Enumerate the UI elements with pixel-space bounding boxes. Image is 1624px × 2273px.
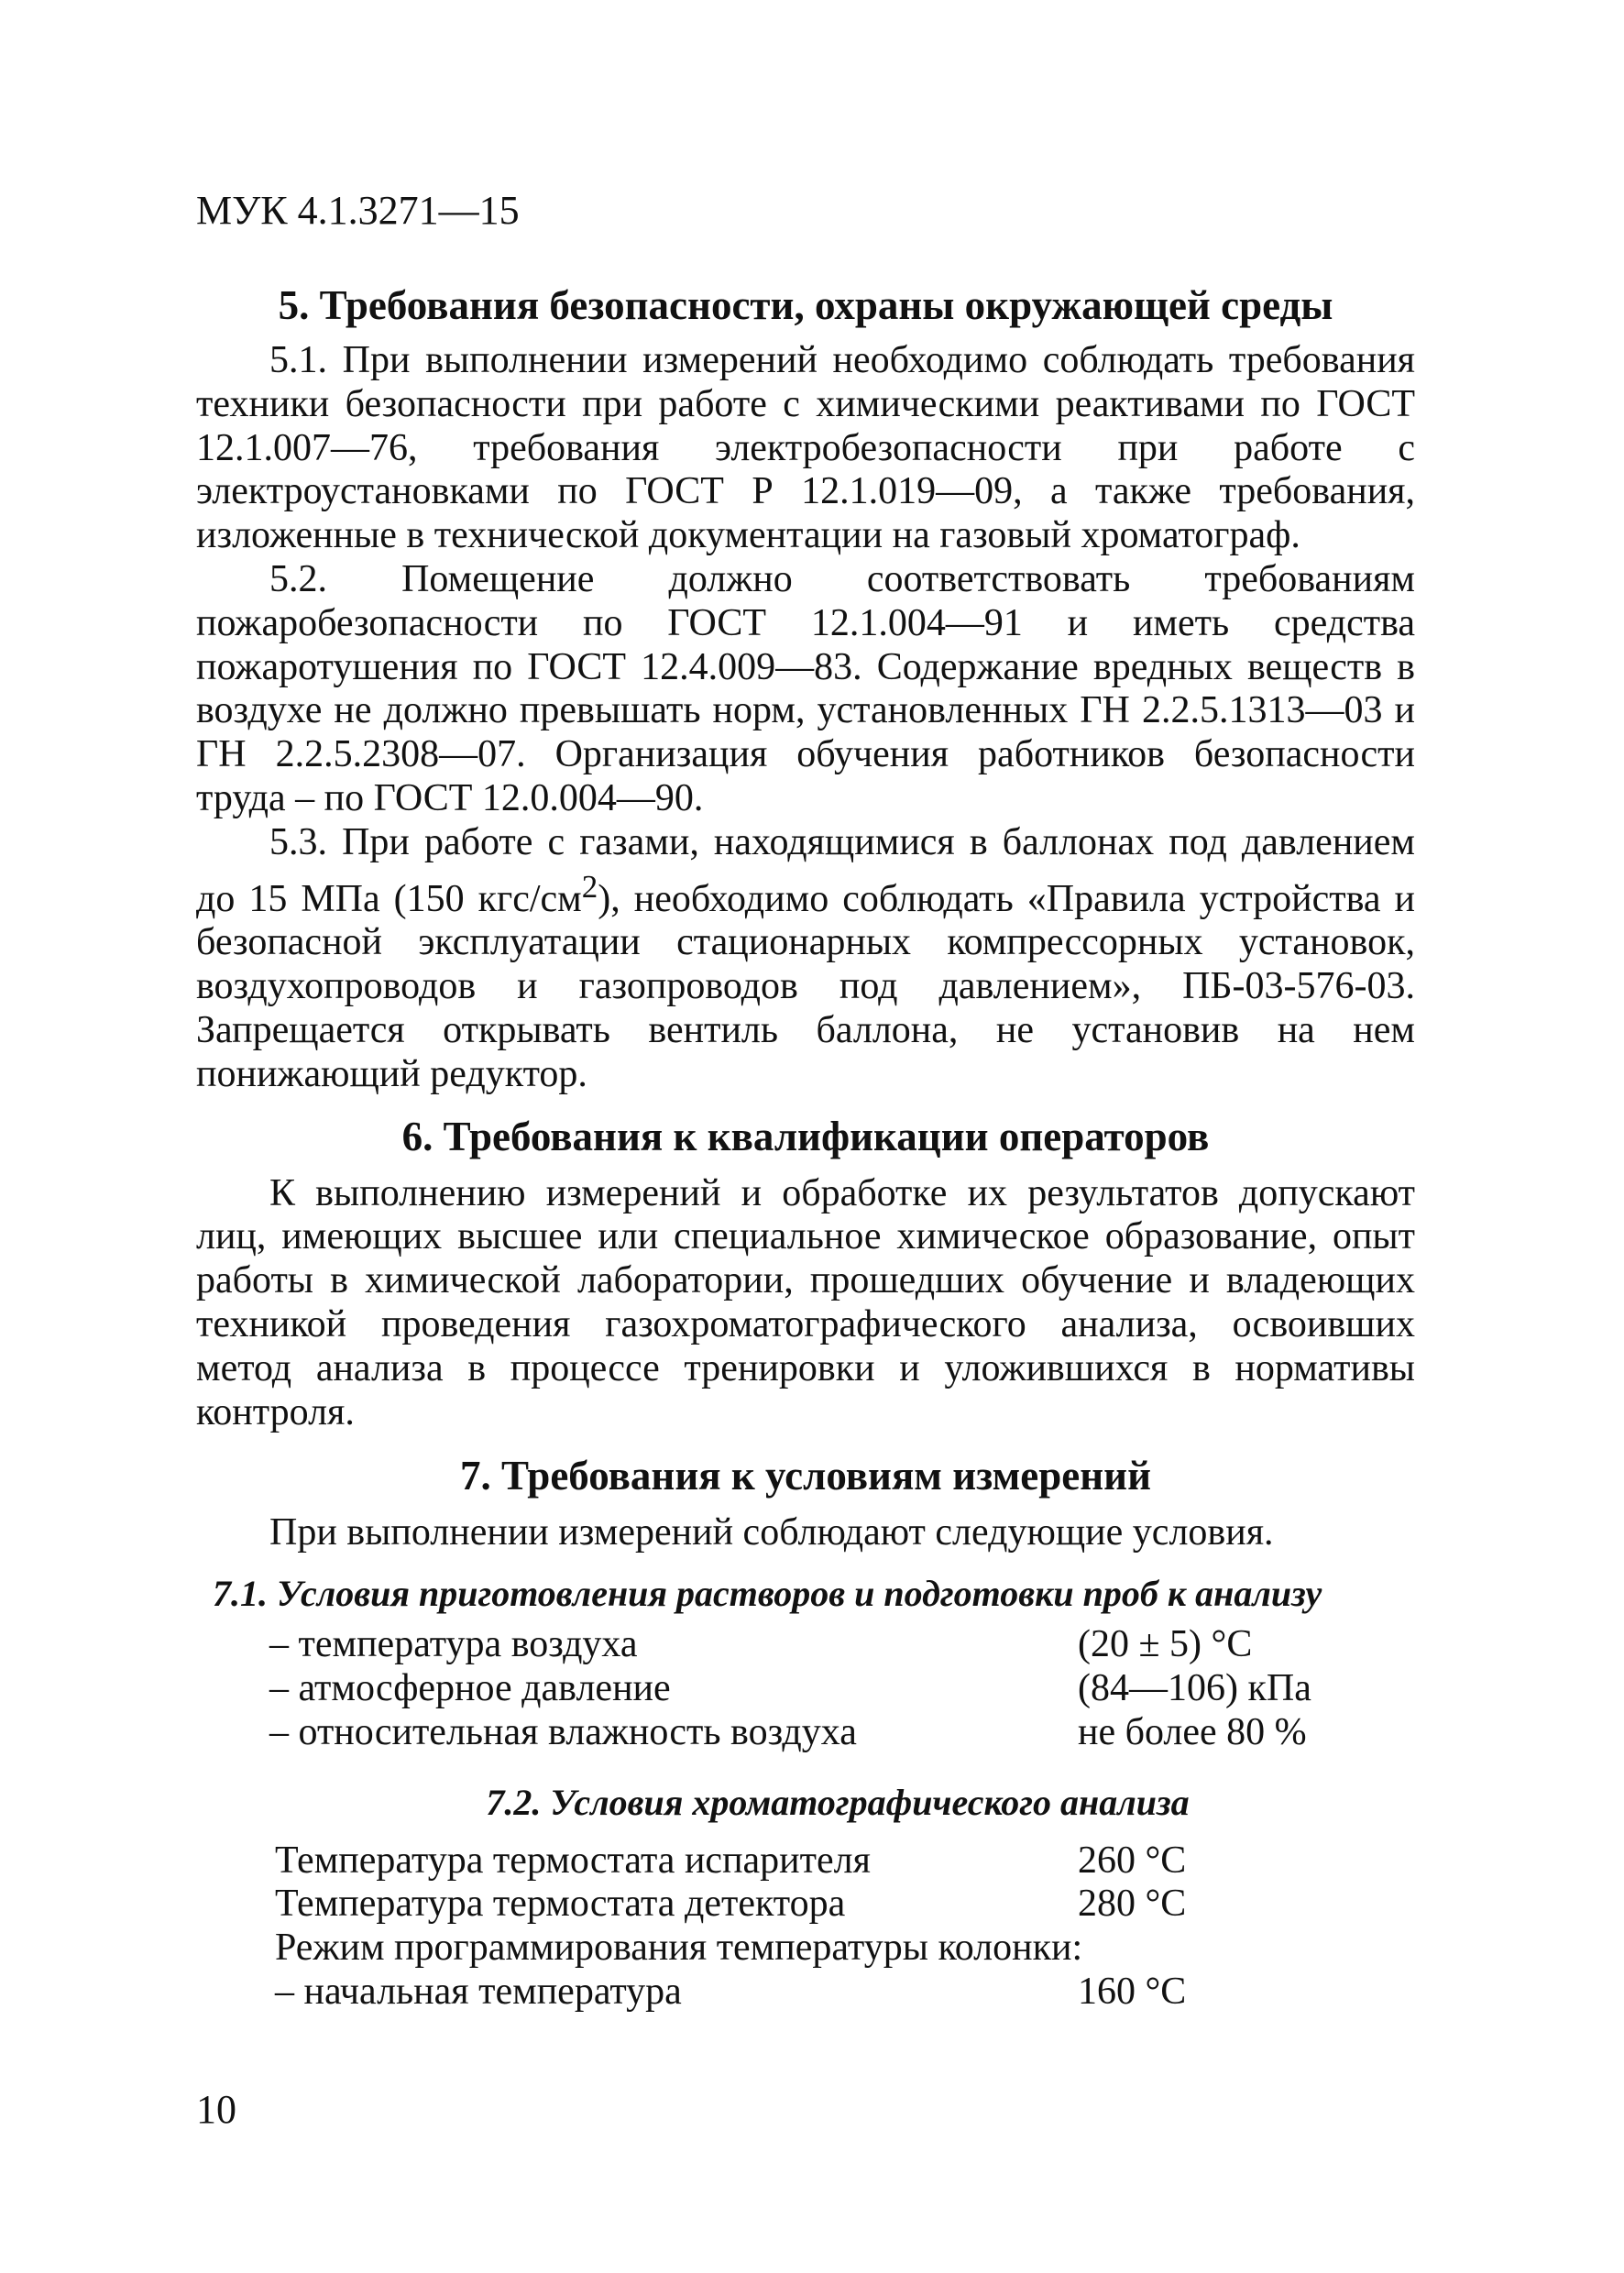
page-content — [196, 277, 1415, 2015]
condition-label: – атмосферное давление — [269, 1666, 671, 1709]
paragraph-6: К выполнению измерений и обработке их результатов допускают лиц, имеющих высшее или специальное химическое образование, опыт работы в химической лаборатории, прошедших обучение и владеющих техникой проведения газохроматографического анализа, освоивших метод анализа в процессе тренировки и уложившихся в нормативы контроля. — [196, 1171, 1415, 1433]
paragraph-5-1: 5.1. При выполнении измерений необходимо соблюдать требования техники безопасности при работе с химическими реактивами по ГОСТ 12.1.007—76, требования электробезопасности при работе с электроустановками по ГОСТ Р 12.1.019—09, а также требования, изложенные в технической документации на газовый хроматограф. — [196, 339, 1415, 557]
paragraph-5-3 — [196, 821, 1415, 1097]
section-7-title: 7. Требования к условиям измерений — [460, 1453, 1151, 1499]
condition-value: 260 °С — [1078, 1839, 1187, 1882]
condition-row — [196, 1711, 1415, 1755]
condition-row — [196, 1927, 1415, 1971]
condition-label: – относительная влажность воздуха — [269, 1710, 857, 1753]
paragraph-5-3-part2: ), необходимо соблюдать «Правила устройства и безопасной эксплуатации стационарных компрессорных установок, воздухопроводов и газопроводов под давлением», ПБ-03-576-03. Запрещается открывать вентиль баллона, не установив на нем понижающий редуктор. — [196, 877, 1415, 1095]
condition-row — [196, 1839, 1415, 1883]
condition-label: – температура воздуха — [269, 1623, 638, 1666]
paragraph-5-2: 5.2. Помещение должно соответствовать требованиям пожаробезопасности по ГОСТ 12.1.004—91 и иметь средства пожаротушения по ГОСТ 12.4.009—83. Содержание вредных веществ в воздухе не должно превышать норм, установленных ГН 2.2.5.1313—03 и ГН 2.2.5.2308—07. Организация обучения работников безопасности труда – по ГОСТ 12.0.004—90. — [196, 557, 1415, 819]
document-code: МУК 4.1.3271—15 — [196, 188, 520, 233]
subsection-7-2-title: 7.2. Условия хроматографического анализа — [486, 1781, 1190, 1823]
condition-label: Режим программирования температуры колонки: — [275, 1927, 1083, 1970]
condition-label: Температура термостата испарителя — [275, 1839, 871, 1882]
subsection-7-1-title: 7.1. Условия приготовления растворов и подготовки проб к анализу — [213, 1573, 1322, 1615]
section-5-title: 5. Требования безопасности, охраны окружающей среды — [278, 282, 1333, 328]
condition-row — [196, 1623, 1415, 1667]
condition-row — [196, 1667, 1415, 1711]
condition-value: (20 ± 5) °С — [1078, 1623, 1253, 1666]
paragraph-7-intro: При выполнении измерений соблюдают следующие условия. — [269, 1511, 1274, 1554]
condition-value: 280 °С — [1078, 1883, 1187, 1926]
condition-value: (84—106) кПа — [1078, 1666, 1311, 1709]
condition-value: 160 °С — [1078, 1970, 1187, 2013]
section-6-title: 6. Требования к квалификации операторов — [401, 1113, 1210, 1159]
condition-row — [196, 1883, 1415, 1927]
paragraph-5-3-part1: 5.3. При работе с газами, находящимися в баллонах под давлением до 15 МПа (150 кгс/см — [196, 820, 1415, 920]
condition-label: Температура термостата детектора — [275, 1883, 846, 1926]
condition-row — [196, 1971, 1415, 2015]
condition-label: – начальная температура — [275, 1970, 682, 2013]
condition-value: не более 80 % — [1078, 1710, 1307, 1753]
page-number: 10 — [196, 2087, 236, 2132]
superscript: 2 — [581, 868, 598, 905]
